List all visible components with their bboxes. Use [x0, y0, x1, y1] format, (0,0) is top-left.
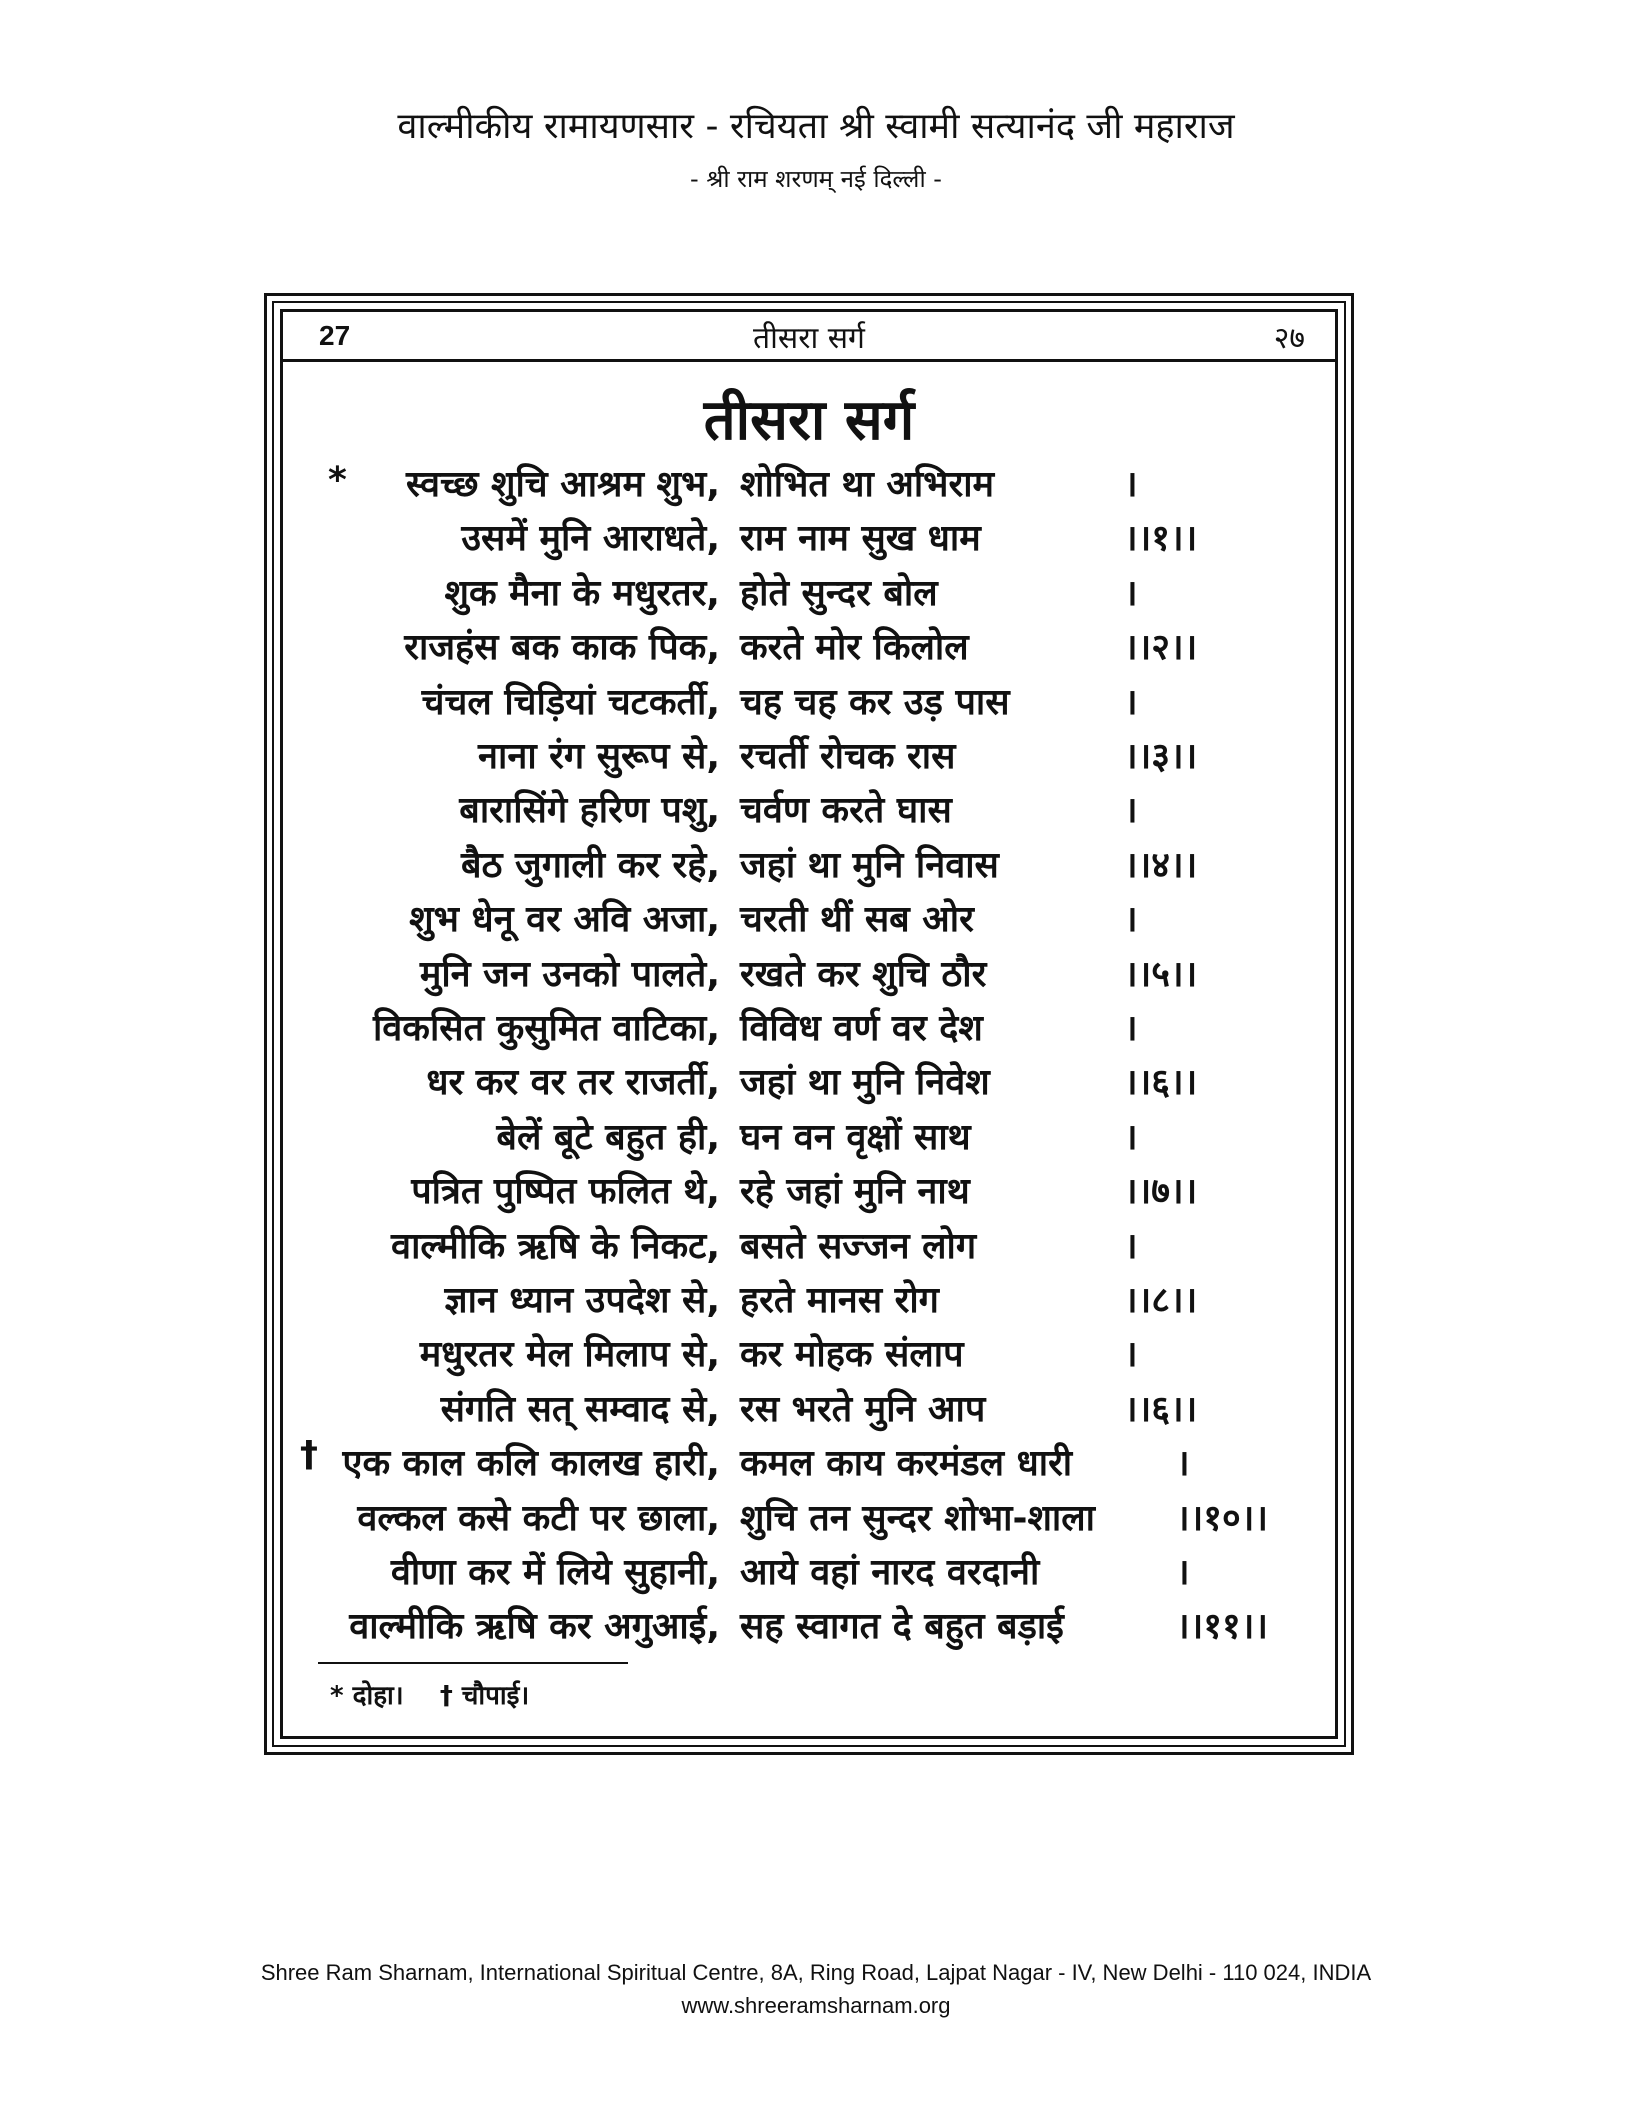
verse-number: ।: [1176, 1443, 1190, 1484]
running-head: [283, 312, 1335, 362]
verse-line-second-half: शुचि तन सुन्दर शोभा-शाला: [740, 1498, 1095, 1539]
verse-line-first-half: नाना रंग सुरूप से,: [478, 736, 720, 777]
verse-line-second-half: जहां था मुनि निवेश: [740, 1062, 990, 1103]
verse-line-second-half: हरते मानस रोग: [740, 1280, 939, 1321]
verse-line-first-half: संगति सत् सम्वाद से,: [440, 1389, 720, 1430]
footnote-rule: [318, 1662, 628, 1664]
footnote: [330, 1676, 529, 1712]
verse-line-second-half: विविध वर्ण वर देश: [740, 1008, 983, 1049]
verse-line-second-half: जहां था मुनि निवास: [740, 845, 999, 886]
verse-line-first-half: वाल्मीकि ऋषि के निकट,: [391, 1226, 720, 1267]
verse-number: ।।४।।: [1124, 845, 1198, 886]
verse-line-first-half: राजहंस बक काक पिक,: [404, 627, 720, 668]
doha-marker-icon: *: [328, 460, 347, 501]
footnote-chaupai-label: चौपाई।: [461, 1681, 530, 1711]
verse-line-first-half: चंचल चिड़ियां चटकर्ती,: [421, 682, 720, 723]
verse-line-first-half: बेलें बूटे बहुत ही,: [496, 1117, 720, 1158]
verse-number: ।: [1124, 1334, 1138, 1375]
verse-number: ।।१।।: [1124, 518, 1198, 559]
verse-line-first-half: बैठ जुगाली कर रहे,: [461, 845, 720, 886]
verse-number: ।।१०।।: [1176, 1498, 1269, 1539]
verse-number: ।।११।।: [1176, 1606, 1269, 1647]
chaupai-marker-icon: †: [300, 1434, 318, 1475]
verse-line-first-half: एक काल कलि कालख हारी,: [342, 1443, 720, 1484]
verse-line-second-half: चह चह कर उड़ पास: [740, 682, 1010, 723]
verse-line-second-half: कमल काय करमंडल धारी: [740, 1443, 1073, 1484]
verse-line-first-half: मधुरतर मेल मिलाप से,: [419, 1334, 720, 1375]
page-number-arabic: 27: [319, 320, 351, 351]
verse-line-second-half: आये वहां नारद वरदानी: [740, 1552, 1040, 1593]
verse-number: ।।६।।: [1124, 1389, 1198, 1430]
verse-line-second-half: रखते कर शुचि ठौर: [740, 954, 987, 995]
verse-line-second-half: चर्वण करते घास: [740, 790, 952, 831]
verse-line-first-half: शुक मैना के मधुरतर,: [444, 573, 720, 614]
verse-line-first-half: विकसित कुसुमित वाटिका,: [372, 1008, 720, 1049]
verse-line-second-half: बसते सज्जन लोग: [740, 1226, 977, 1267]
verse-number: ।।३।।: [1124, 736, 1198, 777]
verse-number: ।: [1124, 573, 1138, 614]
chaupai-marker-icon: †: [439, 1681, 453, 1711]
footer-address: Shree Ram Sharnam, International Spiritual Centre, 8A, Ring Road, Lajpat Nagar - IV, New Delhi - 110 024, INDIA: [260, 1960, 1372, 1985]
verse-line-first-half: बारासिंगे हरिण पशु,: [459, 790, 720, 831]
verse-number: ।: [1124, 899, 1138, 940]
verse-line-second-half: शोभित था अभिराम: [740, 464, 995, 505]
footnote-doha-label: दोहा।: [352, 1681, 404, 1711]
verse-number: ।।२।।: [1124, 627, 1198, 668]
verse-number: ।: [1124, 1117, 1138, 1158]
verse-line-second-half: चरती थीं सब ओर: [740, 899, 974, 940]
verse-line-first-half: वल्कल कसे कटी पर छाला,: [357, 1498, 720, 1539]
verse-number: ।: [1124, 682, 1138, 723]
verse-line-first-half: मुनि जन उनको पालते,: [419, 954, 720, 995]
verse-line-first-half: धर कर वर तर राजर्ती,: [426, 1062, 720, 1103]
verse-number: ।।८।।: [1124, 1280, 1198, 1321]
verse-number: ।।६।।: [1124, 1062, 1198, 1103]
verse-line-second-half: होते सुन्दर बोल: [740, 573, 938, 614]
running-head-chapter: तीसरा सर्ग: [753, 321, 865, 356]
verse-number: ।: [1124, 790, 1138, 831]
verse-number: ।।७।।: [1124, 1171, 1198, 1212]
footer-website: www.shreeramsharnam.org: [681, 1993, 951, 2018]
verse-line-first-half: वाल्मीकि ऋषि कर अगुआई,: [349, 1606, 720, 1647]
verse-line-second-half: रस भरते मुनि आप: [740, 1389, 986, 1430]
chapter-title: तीसरा सर्ग: [703, 388, 915, 453]
verse-line-first-half: स्वच्छ शुचि आश्रम शुभ,: [405, 464, 720, 505]
verse-line-second-half: रचर्ती रोचक रास: [740, 736, 956, 777]
verse-number: ।: [1124, 1226, 1138, 1267]
verse-line-second-half: सह स्वागत दे बहुत बड़ाई: [740, 1606, 1064, 1647]
verse-number: ।: [1124, 464, 1138, 505]
verse-line-second-half: रहे जहां मुनि नाथ: [740, 1171, 970, 1212]
verse-line-second-half: राम नाम सुख धाम: [740, 518, 981, 559]
verse-line-first-half: पत्रित पुष्पित फलित थे,: [411, 1171, 720, 1212]
verse-number: ।।५।।: [1124, 954, 1198, 995]
verse-line-second-half: कर मोहक संलाप: [740, 1334, 964, 1375]
verse-line-first-half: ज्ञान ध्यान उपदेश से,: [444, 1280, 720, 1321]
doha-marker-icon: *: [330, 1681, 344, 1711]
verse-line-second-half: करते मोर किलोल: [740, 627, 969, 668]
page-number-devanagari: २७: [1273, 321, 1305, 356]
verse-line-second-half: घन वन वृक्षों साथ: [740, 1117, 971, 1158]
verse-line-first-half: शुभ धेनू वर अवि अजा,: [409, 899, 720, 940]
verse-number: ।: [1124, 1008, 1138, 1049]
verse-line-first-half: उसमें मुनि आराधते,: [461, 518, 720, 559]
page-header-subtitle: - श्री राम शरणम् नई दिल्ली -: [690, 165, 942, 193]
page-header-title: वाल्मीकीय रामायणसार - रचियता श्री स्वामी सत्यानंद जी महाराज: [397, 106, 1235, 147]
verse-number: ।: [1176, 1552, 1190, 1593]
verse-line-first-half: वीणा कर में लिये सुहानी,: [390, 1552, 720, 1593]
